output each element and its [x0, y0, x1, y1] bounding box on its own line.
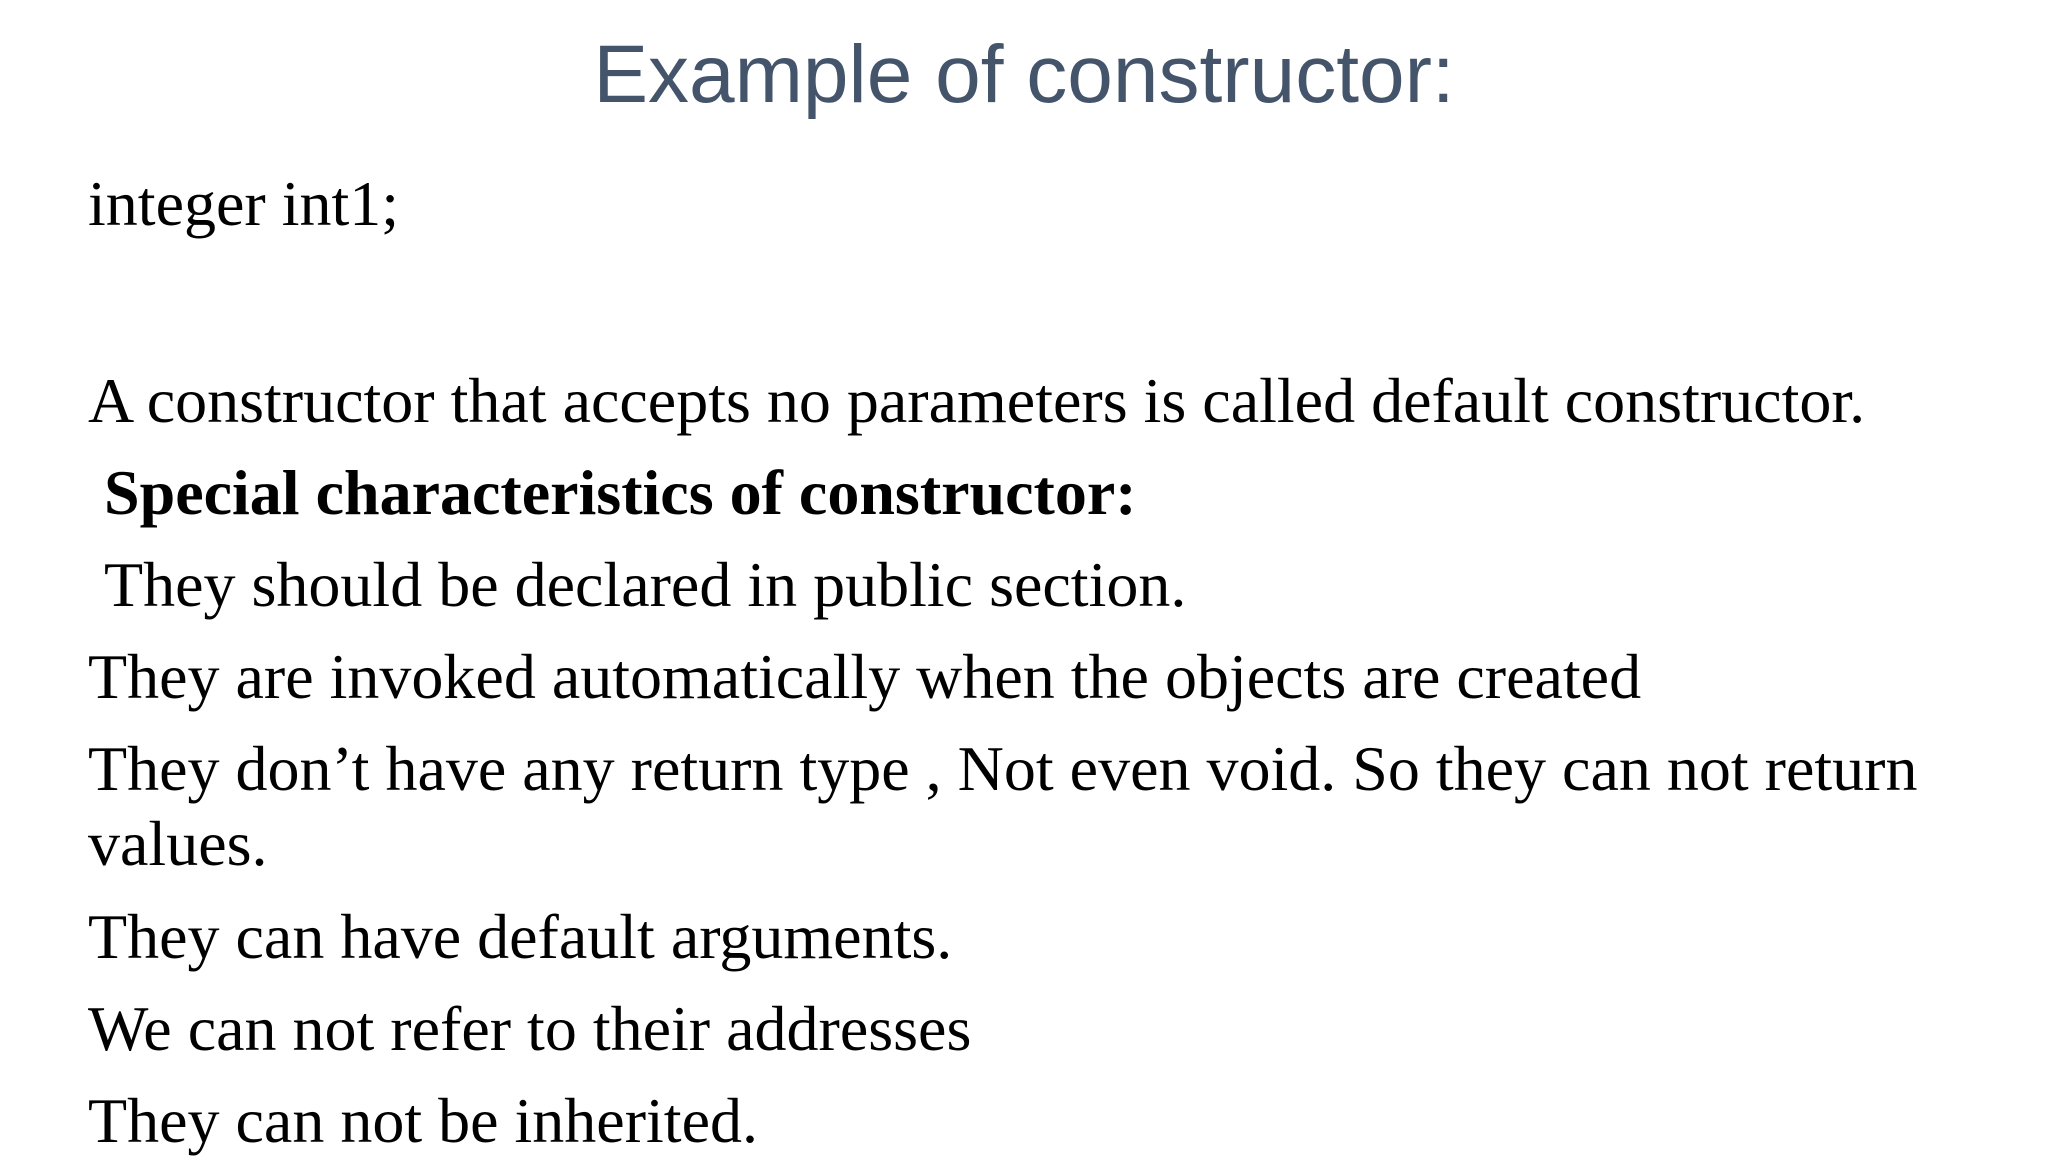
default-constructor-definition: A constructor that accepts no parameters is called default constructor. — [88, 365, 1866, 436]
characteristic-item: They can have default arguments. — [88, 901, 953, 972]
characteristics-heading: Special characteristics of constructor: — [104, 457, 1137, 528]
characteristic-item: They should be declared in public section. — [104, 549, 1187, 620]
code-line: integer int1; — [88, 168, 400, 239]
characteristic-item: They can not be inherited. — [88, 1085, 758, 1156]
slide-title: Example of constructor: — [593, 29, 1455, 120]
characteristic-item: They don’t have any return type , Not even void. So they can not return values. — [88, 733, 1918, 879]
characteristic-item: They are invoked automatically when the objects are created — [88, 641, 1642, 712]
characteristic-item: We can not refer to their addresses — [88, 993, 972, 1064]
